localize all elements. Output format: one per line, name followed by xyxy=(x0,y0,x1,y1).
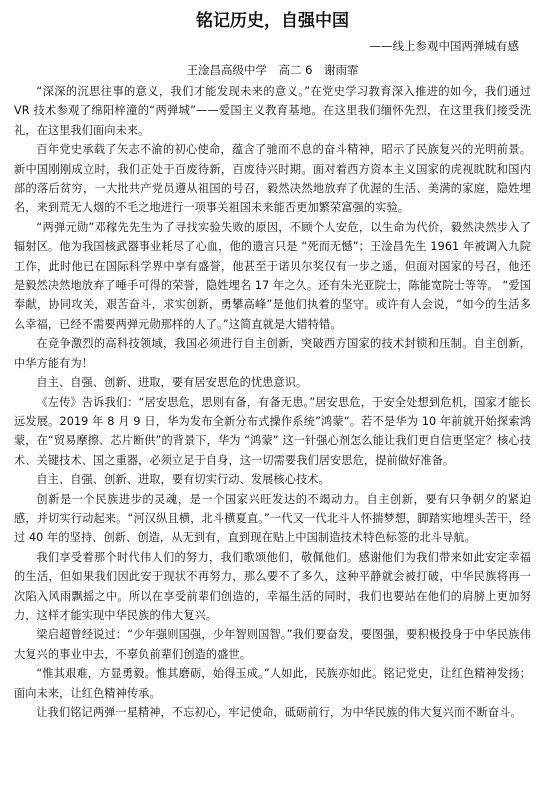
paragraph: “惟其艰难，方显勇毅。惟其磨砺，始得玉成。”人如此，民族亦如此。铭记党史，让红色精神发扬；面向未来，让红色精神传承。 xyxy=(14,667,531,700)
paragraph: 梁启超曾经说过：“少年强则国强，少年智则国智。”我们要奋发，要图强，要积极投身于中华民族伟大复兴的事业中去，不辜负前辈们创造的盛世。 xyxy=(14,628,531,661)
author-line: 王淦昌高级中学 高二 6 谢雨霏 xyxy=(186,63,359,77)
paragraph: 自主、自强、创新、进取，要有居安思危的忧患意识。 xyxy=(36,376,308,390)
paragraph: 自主、自强、创新、进取，要有切实行动、发展核心技术。 xyxy=(36,473,330,487)
paragraph: 我们享受着那个时代伟人们的努力，我们歌颂他们，敬佩他们。感谢他们为我们带来如此安定幸福的生活，但如果我们因此安于现状不再努力，那么要不了多久，这种平静就会被打破，中华民族将再一次陷入风雨飘摇之中。所以在享受前辈们创造的，幸福生活的同时，我们也要站在他们的肩膀上更加努力，这样才能实现中华民族的伟大复兴。 xyxy=(14,550,531,622)
document-title: 铭记历史，自强中国 xyxy=(196,11,349,31)
paragraph: 创新是一个民族进步的灵魂，是一个国家兴旺发达的不竭动力。自主创新，要有只争朝夕的紧迫感，并切实行动起来。“河汉纵且横，北斗横夏直。”一代又一代北斗人怀揣梦想，脚踏实地埋头苦干，经过 40 年的坚持、创新、创造，从无到有，直到现在贴上中国制造技术特色标签的北斗导航。 xyxy=(14,492,531,545)
paragraph: 百年党史承载了矢志不渝的初心使命，蕴含了驰而不息的奋斗精神，昭示了民族复兴的光明前景。新中国刚刚成立时，我们正处于百废待新，百废待兴时期。面对着西方资本主义国家的虎视眈眈和国内部的落后贫穷，一大批共产党员遵从祖国的号召，毅然决然地放弃了优渥的生活、美满的家庭，隐姓埋名，来到荒无人烟的不毛之地进行一项事关祖国未来能否更加繁荣富强的实验。 xyxy=(14,143,531,215)
paragraph: 在竞争激烈的高科技领域，我国必须进行自主创新，突破西方国家的技术封锁和压制。自主创新，中华方能有为！ xyxy=(14,337,531,370)
document-body xyxy=(14,82,531,722)
paragraph: 让我们铭记两弹一星精神，不忘初心，牢记使命，砥砺前行，为中华民族的伟大复兴而不断奋斗。 xyxy=(36,706,522,719)
paragraph: “深深的沉思往事的意义，我们才能发现未来的意义。”在党史学习教育深入推进的如今，我们通过 VR 技术参观了绵阳梓潼的“两弹城”——爱国主义教育基地。在这里我们缅怀先烈，在这里我们接受洗礼，在这里我们面向未来。 xyxy=(14,85,531,137)
paragraph: 《左传》告诉我们：“居安思危，思则有备，有备无患。”居安思危，于安全处想到危机，国家才能长远发展。2019 年 8 月 9 日，华为发布全新分布式操作系统”鸿蒙“。若不是华为 10 年前就开始探索鸿蒙，在“贸易摩擦、芯片断供”的背景下，华为 “鸿蒙” 这一针强心剂怎么能让我们更自信更坚定？核心技术、关键技术、国之重器，必须立足于自身，这一切需要我们居安思危，提前做好准备。 xyxy=(14,395,531,467)
paragraph: “两弹元勋”邓稼先先生为了寻找实验失败的原因，不顾个人安危，以生命为代价，毅然决然步入了辐射区。他为我国核武器事业耗尽了心血，他的遗言只是 “死而无憾”；王淦昌先生 1961 年被调入九院工作，此时他已在国际科学界中享有盛誉，他甚至于诺贝尔奖仅有一步之遥，但面对国家的号召，他还是毅然决然地放弃了唾手可得的荣誉，隐姓埋名 17 年之久。还有朱光亚院士，陈能宽院士等等。 “爱国奉献，协同攻关，艰苦奋斗，求实创新，勇攀高峰”是他们执着的坚守。或许有人会说，“如今的生活多么幸福，已经不需要两弹元勋那样的人了。”这简直就是大错特错。 xyxy=(14,220,531,331)
document-subtitle: ——线上参观中国两弹城有感 xyxy=(369,39,519,53)
